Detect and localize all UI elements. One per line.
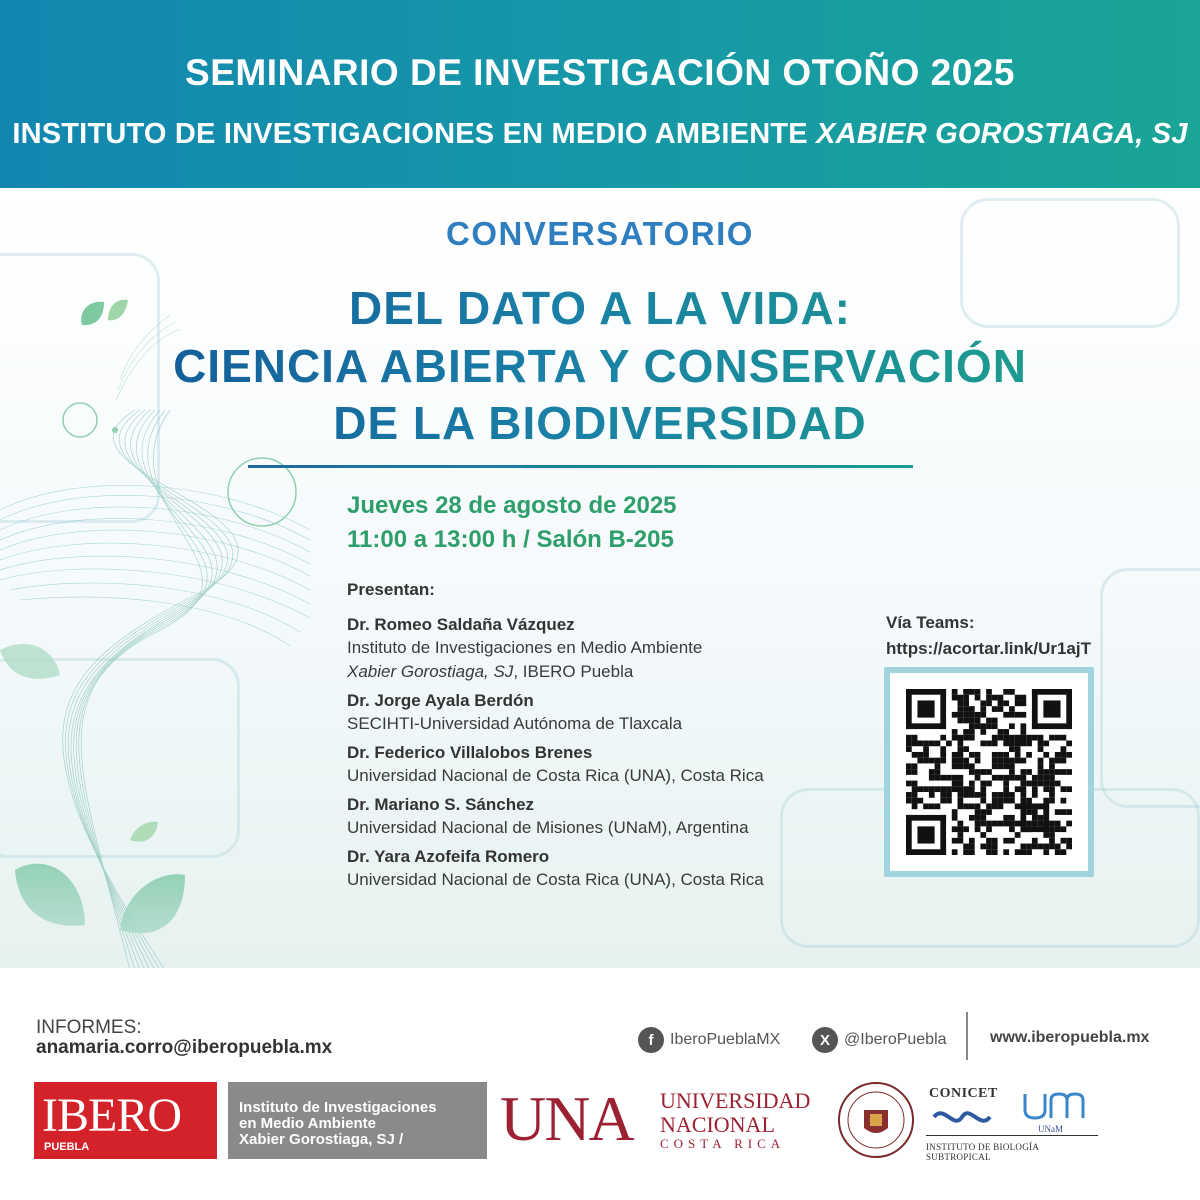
event-date: Jueves 28 de agosto de 2025 bbox=[347, 492, 677, 519]
tlaxcala-seal-icon bbox=[836, 1080, 916, 1160]
event-type-kicker: CONVERSATORIO bbox=[446, 215, 754, 252]
ibero-logo-subtext: PUEBLA bbox=[44, 1141, 90, 1153]
presenter-name: Dr. Mariano S. Sánchez bbox=[347, 795, 535, 814]
institute-subtitle bbox=[0, 118, 1200, 151]
institute-logo-line: Xabier Gorostiaga, SJ / bbox=[239, 1131, 404, 1148]
info-email[interactable]: anamaria.corro@iberopuebla.mx bbox=[36, 1037, 333, 1058]
ghost-shape bbox=[1100, 568, 1200, 808]
presenter-affiliation: Universidad Nacional de Misiones (UNaM), Argentina bbox=[347, 818, 749, 837]
title-divider bbox=[248, 465, 913, 468]
presenter-name: Dr. Romeo Saldaña Vázquez bbox=[347, 615, 575, 634]
seminar-title: SEMINARIO DE INVESTIGACIÓN OTOÑO 2025 bbox=[185, 52, 1015, 93]
conicet-text: CONICET bbox=[929, 1086, 998, 1101]
conicet-unam-logo bbox=[926, 1082, 1098, 1162]
leaf-shape bbox=[81, 302, 104, 325]
teams-info bbox=[886, 610, 1091, 662]
qr-code-icon[interactable] bbox=[906, 689, 1072, 855]
unam-text: UNaM bbox=[1038, 1124, 1063, 1134]
institute-logo-line: en Medio Ambiente bbox=[239, 1115, 376, 1132]
presenter-name: Dr. Jorge Ayala Berdón bbox=[347, 691, 534, 710]
facebook-icon: f bbox=[638, 1027, 664, 1053]
ibs-text: INSTITUTO DE BIOLOGÍA SUBTROPICAL bbox=[926, 1142, 1039, 1162]
institute-subtitle-main: INSTITUTO DE INVESTIGACIONES EN MEDIO AMBIENTE bbox=[12, 118, 817, 150]
ibero-logo bbox=[34, 1082, 217, 1159]
unam-mark-icon bbox=[1021, 1090, 1095, 1122]
presenter-affiliation-line-2 bbox=[347, 660, 847, 684]
presenter-affiliation: Universidad Nacional de Costa Rica (UNA), Costa Rica bbox=[347, 870, 764, 889]
una-logo-line-2: NACIONAL bbox=[660, 1112, 775, 1137]
institute-logo bbox=[228, 1082, 487, 1159]
presenters-label: Presentan: bbox=[347, 580, 435, 599]
institute-logo-line: Instituto de Investigaciones bbox=[239, 1099, 437, 1116]
presenter-item bbox=[347, 742, 847, 788]
presenter-item bbox=[347, 690, 847, 736]
ibero-logo-text: IBERO bbox=[42, 1089, 181, 1142]
una-logo-text: UNA bbox=[500, 1083, 633, 1154]
x-link[interactable] bbox=[812, 1027, 947, 1053]
x-icon: X bbox=[812, 1027, 838, 1053]
presenter-item bbox=[347, 846, 847, 892]
teams-link[interactable]: https://acortar.link/Ur1ajT bbox=[886, 639, 1091, 658]
una-logo bbox=[500, 1084, 820, 1156]
presenter-affiliation: SECIHTI-Universidad Autónoma de Tlaxcala bbox=[347, 714, 683, 733]
event-title-line-1: DEL DATO A LA VIDA: bbox=[130, 282, 1070, 334]
presenter-item bbox=[347, 794, 847, 840]
facebook-handle: IberoPueblaMX bbox=[670, 1031, 781, 1048]
website-link[interactable]: www.iberopuebla.mx bbox=[990, 1029, 1150, 1046]
presenter-affiliation: Instituto de Investigaciones en Medio Ambiente bbox=[347, 638, 703, 657]
info-label: INFORMES: bbox=[36, 1017, 142, 1038]
teams-label: Vía Teams: bbox=[886, 613, 975, 632]
presenter-name: Dr. Yara Azofeifa Romero bbox=[347, 847, 550, 866]
una-logo-line-1: UNIVERSIDAD bbox=[660, 1088, 811, 1113]
presenter-affiliation-rest: , IBERO Puebla bbox=[513, 662, 634, 681]
conicet-wave-icon bbox=[932, 1106, 992, 1128]
institute-subtitle-italic: XABIER GOROSTIAGA, SJ bbox=[816, 118, 1188, 150]
header-banner bbox=[0, 0, 1200, 188]
presenter-item bbox=[347, 614, 847, 684]
presenter-affiliation-italic: Xabier Gorostiaga, SJ bbox=[347, 662, 514, 681]
presenter-affiliation: Universidad Nacional de Costa Rica (UNA), Costa Rica bbox=[347, 766, 764, 785]
qr-code-frame[interactable] bbox=[884, 667, 1094, 877]
event-title-line-2: CIENCIA ABIERTA Y CONSERVACIÓN bbox=[130, 340, 1070, 392]
conicet-divider bbox=[926, 1135, 1098, 1136]
una-logo-line-3: COSTA RICA bbox=[660, 1136, 786, 1151]
x-handle: @IberoPuebla bbox=[844, 1031, 947, 1048]
facebook-link[interactable] bbox=[638, 1027, 780, 1053]
footer-divider bbox=[966, 1012, 968, 1060]
event-title-line-3: DE LA BIODIVERSIDAD bbox=[130, 397, 1070, 449]
presenters-list bbox=[347, 614, 847, 898]
event-time-place: 11:00 a 13:00 h / Salón B-205 bbox=[347, 526, 674, 553]
presenter-name: Dr. Federico Villalobos Brenes bbox=[347, 743, 593, 762]
